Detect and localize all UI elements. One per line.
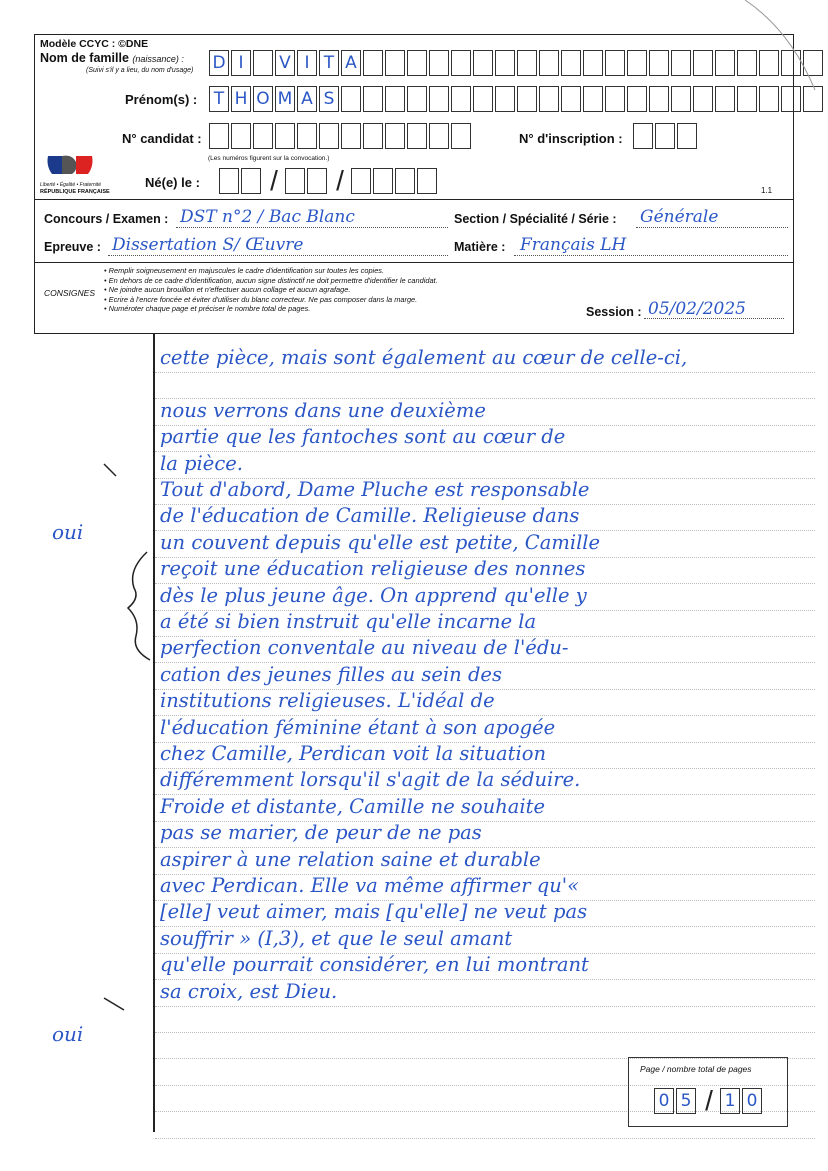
epreuve-value: Dissertation S/ Œuvre bbox=[112, 235, 304, 255]
char-box[interactable]: T bbox=[319, 50, 339, 76]
check-mark bbox=[104, 998, 124, 1010]
essay-line: qu'elle pourrait considérer, en lui montrant bbox=[160, 953, 589, 977]
essay-line: différemment lorsqu'il s'agit de la séduire. bbox=[160, 768, 581, 792]
essay-line: dès le plus jeune âge. On apprend qu'elle y bbox=[160, 583, 587, 607]
char-box[interactable]: S bbox=[319, 86, 339, 112]
consigne-item: • Ecrire à l'encre foncée et éviter d'utiliser du blanc correcteur. Ne pas composer dans la marge. bbox=[104, 294, 418, 304]
concours-value: DST n°2 / Bac Blanc bbox=[180, 207, 355, 227]
page-digit[interactable]: 5 bbox=[676, 1088, 696, 1114]
matiere-value: Français LH bbox=[520, 235, 627, 255]
char-box[interactable]: I bbox=[231, 50, 251, 76]
logo-motto: Liberté • Égalité • Fraternité bbox=[40, 182, 102, 188]
essay-line: aspirer à une relation saine et durable bbox=[160, 847, 541, 871]
consigne-item: • Ne joindre aucun brouillon et n'effectuer aucun collage et aucun agrafage. bbox=[104, 285, 351, 295]
margin-note: oui bbox=[52, 520, 84, 544]
char-box[interactable]: A bbox=[297, 86, 317, 112]
char-box[interactable]: O bbox=[253, 86, 273, 112]
char-box[interactable]: H bbox=[231, 86, 251, 112]
nom-label: Nom de famille (naissance) : bbox=[40, 51, 184, 65]
ne-le-label: Né(e) le : bbox=[145, 175, 200, 190]
matiere-label: Matière : bbox=[454, 240, 506, 254]
model-label: Modèle CCYC : ©DNE bbox=[40, 38, 149, 50]
char-box[interactable]: T bbox=[209, 86, 229, 112]
nom-note: (Suivi s'il y a lieu, du nom d'usage) bbox=[86, 67, 194, 74]
candidat-label: N° candidat : bbox=[122, 131, 202, 146]
essay-line: un couvent depuis qu'elle est petite, Camille bbox=[160, 530, 601, 554]
total-digit[interactable]: 1 bbox=[720, 1088, 740, 1114]
char-box[interactable]: A bbox=[341, 50, 361, 76]
bracket-mark bbox=[128, 552, 150, 660]
essay-line: institutions religieuses. L'idéal de bbox=[160, 689, 495, 713]
essay-line: avec Perdican. Elle va même affirmer qu'« bbox=[160, 874, 580, 897]
essay-line: reçoit une éducation religieuse des nonnes bbox=[160, 557, 586, 581]
page-counter-boxes[interactable]: 0 5 / 1 0 bbox=[654, 1088, 764, 1114]
candidat-note: (Les numéros figurent sur la convocation.) bbox=[208, 155, 330, 162]
consignes-label: CONSIGNES bbox=[44, 288, 96, 298]
birthdate-boxes[interactable]: / / bbox=[219, 168, 439, 194]
consigne-item: • Numéroter chaque page et préciser le nombre total de pages. bbox=[104, 304, 311, 314]
section-value: Générale bbox=[640, 207, 719, 227]
logo-republic: RÉPUBLIQUE FRANÇAISE bbox=[40, 189, 110, 195]
essay-line: la pièce. bbox=[160, 451, 243, 475]
session-value: 05/02/2025 bbox=[648, 299, 746, 319]
consigne-item: • Remplir soigneusement en majuscules le cadre d'identification sur toutes les copies. bbox=[104, 266, 385, 275]
margin-note: oui bbox=[52, 1022, 84, 1046]
page-digit[interactable]: 0 bbox=[654, 1088, 674, 1114]
essay-line: nous verrons dans une deuxième bbox=[160, 398, 486, 422]
essay-line: a été si bien instruit qu'elle incarne la bbox=[160, 610, 537, 633]
essay-line: l'éducation féminine étant à son apogée bbox=[160, 715, 556, 739]
essay-line: partie que les fantoches sont au cœur de bbox=[160, 425, 566, 449]
session-label: Session : bbox=[586, 305, 642, 319]
epreuve-label: Epreuve : bbox=[44, 240, 101, 254]
essay-line: de l'éducation de Camille. Religieuse dans bbox=[160, 504, 580, 528]
essay-line: Tout d'abord, Dame Pluche est responsable bbox=[160, 478, 590, 501]
char-box[interactable]: V bbox=[275, 50, 295, 76]
page-counter-label: Page / nombre total de pages bbox=[640, 1064, 752, 1074]
char-box[interactable]: M bbox=[275, 86, 295, 112]
essay-line: cette pièce, mais sont également au cœur de celle-ci, bbox=[160, 346, 688, 369]
char-box[interactable]: D bbox=[209, 50, 229, 76]
essay-line: Froide et distante, Camille ne souhaite bbox=[160, 794, 546, 818]
total-digit[interactable]: 0 bbox=[742, 1088, 762, 1114]
consigne-item: • En dehors de ce cadre d'identification, aucun signe distinctif ne doit permettre d'identifier le candidat. bbox=[104, 275, 438, 285]
version-label: 1.1 bbox=[761, 186, 773, 195]
concours-label: Concours / Examen : bbox=[44, 212, 169, 226]
check-mark bbox=[104, 464, 116, 476]
essay-line: souffrir » (I,3), et que le seul amant bbox=[160, 926, 513, 950]
essay-line: perfection conventale au niveau de l'édu- bbox=[160, 636, 569, 660]
essay-line: chez Camille, Perdican voit la situation bbox=[160, 742, 547, 765]
essay-line: pas se marier, de peur de ne pas bbox=[160, 821, 482, 845]
prenom-label: Prénom(s) : bbox=[125, 92, 198, 107]
essay-line: [elle] veut aimer, mais [qu'elle] ne veut pas bbox=[160, 900, 588, 924]
char-box[interactable]: I bbox=[297, 50, 317, 76]
essay-line: sa croix, est Dieu. bbox=[160, 979, 338, 1003]
inscription-label: N° d'inscription : bbox=[519, 131, 623, 146]
section-label: Section / Spécialité / Série : bbox=[454, 212, 617, 226]
corner-line bbox=[745, 0, 815, 90]
essay-line: cation des jeunes filles au sein des bbox=[160, 662, 502, 686]
